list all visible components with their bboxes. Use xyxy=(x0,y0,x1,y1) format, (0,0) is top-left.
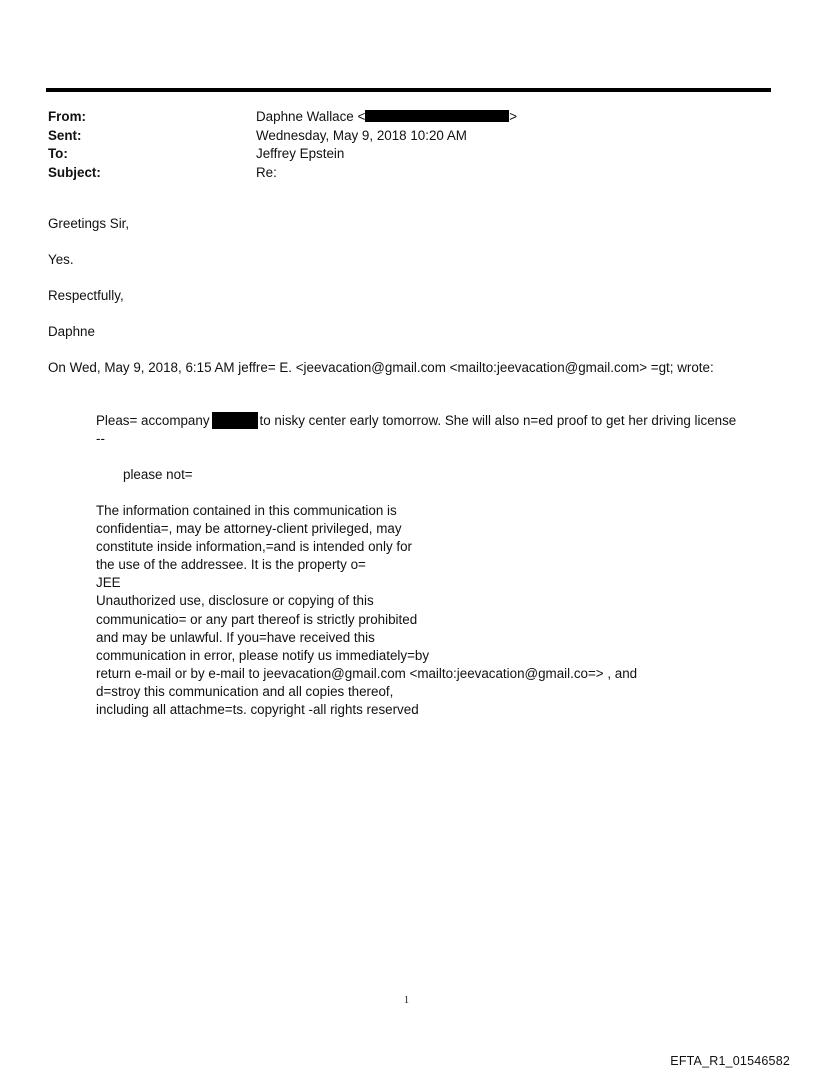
quoted-message xyxy=(96,412,736,430)
to-value: Jeffrey Epstein xyxy=(256,146,345,161)
disclaimer-line: and may be unlawful. If you=have received this xyxy=(96,629,375,645)
from-close: > xyxy=(509,109,518,124)
from-name: Daphne Wallace < xyxy=(256,109,366,124)
closing: Respectfully, xyxy=(48,288,124,303)
disclaimer-line: communication in error, please notify us immediately=by xyxy=(96,647,430,663)
document-id: EFTA_R1_01546582 xyxy=(670,1054,790,1068)
disclaimer-line: communicatio= or any part thereof is strictly prohibited xyxy=(96,611,418,627)
disclaimer-line: The information contained in this communication is xyxy=(96,503,397,518)
disclaimer-line: d=stroy this communication and all copies thereof, xyxy=(96,683,394,699)
email-header xyxy=(48,108,517,182)
disclaimer-line: including all attachme=ts. copyright -all rights reserved xyxy=(96,702,419,718)
reply-text: Yes. xyxy=(48,252,74,267)
disclaimer-line: confidentia=, may be attorney-client privileged, may xyxy=(96,521,402,537)
quoted-line-end: to nisky center early tomorrow. She will also n=ed proof to get her driving license xyxy=(259,413,737,428)
to-label: To: xyxy=(48,146,68,161)
redaction-block xyxy=(212,412,258,429)
signature-separator: -- xyxy=(96,431,105,446)
sent-value: Wednesday, May 9, 2018 10:20 AM xyxy=(256,127,467,143)
sent-row xyxy=(48,127,517,146)
quoted-line-start: Pleas= accompany xyxy=(96,413,210,428)
disclaimer-line: return e-mail or by e-mail to jeevacation@gmail.com <mailto:jeevacation@gmail.co=> , and xyxy=(96,665,638,681)
header-divider xyxy=(46,88,771,92)
to-row xyxy=(48,145,517,164)
sent-label: Sent: xyxy=(48,127,82,143)
from-row xyxy=(48,108,517,127)
from-value xyxy=(256,108,517,127)
disclaimer-line: JEE xyxy=(96,575,121,591)
subject-row xyxy=(48,164,517,183)
page-number: 1 xyxy=(404,995,409,1006)
subject-label: Subject: xyxy=(48,164,101,180)
disclaimer-line: the use of the addressee. It is the property o= xyxy=(96,557,366,573)
disclaimer-line: constitute inside information,=and is intended only for xyxy=(96,539,412,555)
from-label: From: xyxy=(48,109,86,124)
quote-header: On Wed, May 9, 2018, 6:15 AM jeffre= E. <jeevacation@gmail.com <mailto:jeevacation@gmail.com> =gt; wrote: xyxy=(48,360,714,375)
disclaimer-line: Unauthorized use, disclosure or copying of this xyxy=(96,593,374,609)
disclaimer-block xyxy=(96,502,637,719)
redaction-block xyxy=(365,110,509,122)
quoted-note: please not= xyxy=(123,467,193,482)
signature: Daphne xyxy=(48,324,95,339)
subject-value: Re: xyxy=(256,164,277,180)
greeting: Greetings Sir, xyxy=(48,216,130,231)
